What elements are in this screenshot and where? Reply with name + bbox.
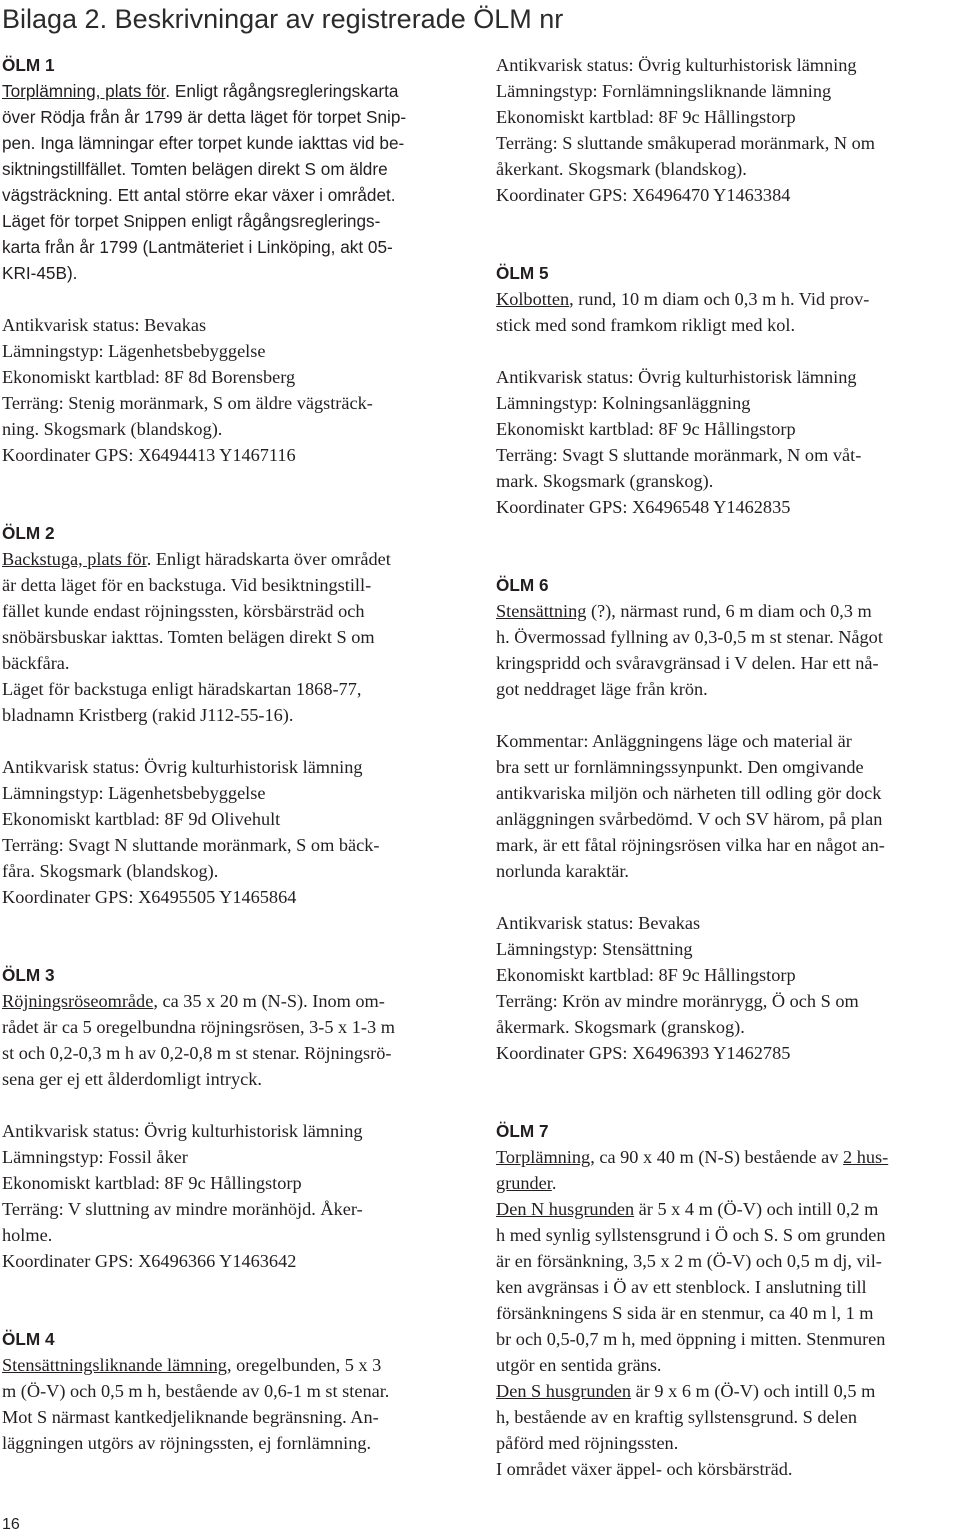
olm7-north-line: är en försänkning, 3,5 x 2 m (Ö-V) och 0,5 m dj, vil- xyxy=(496,1251,882,1271)
olm2-desc-line: Backstuga, plats för. Enligt häradskarta över området xyxy=(2,549,391,569)
olm1-desc-line: Läget för torpet Snippen enligt rågångsreglerings- xyxy=(2,211,381,231)
olm6-comment-line: mark, är ett fåtal röjningsrösen vilka har en något an- xyxy=(496,835,885,855)
olm4-status: Antikvarisk status: Övrig kulturhistorisk lämning xyxy=(496,55,857,75)
olm1-desc-line: Torplämning, plats för. Enligt rågångsregleringskarta xyxy=(2,81,399,101)
olm7-north-line: ken avgränsas i Ö av ett stenblock. I anslutning till xyxy=(496,1277,867,1297)
olm4-heading: ÖLM 4 xyxy=(2,1329,55,1349)
olm2-terrain: fåra. Skogsmark (blandskog). xyxy=(2,861,219,881)
olm6-desc-line: kringspridd och svåravgränsad i V delen. Har ett nå- xyxy=(496,653,879,673)
olm2-desc-line: bäckfåra. xyxy=(2,653,70,673)
page-number: 16 xyxy=(2,1516,20,1533)
olm7-south-line: I området växer äppel- och körsbärsträd. xyxy=(496,1459,793,1479)
olm7-housefoundations-link[interactable]: 2 hus- xyxy=(843,1147,889,1167)
olm7-heading: ÖLM 7 xyxy=(496,1121,549,1141)
olm6-desc-line: h. Övermossad fyllning av 0,3-0,5 m st stenar. Något xyxy=(496,627,883,647)
olm7-desc-line: grunder. xyxy=(496,1173,557,1193)
olm4-desc-line: läggningen utgörs av röjningssten, ej fornlämning. xyxy=(2,1433,372,1453)
olm3-status: Antikvarisk status: Övrig kulturhistorisk lämning xyxy=(2,1121,363,1141)
olm1-map-sheet: Ekonomiskt kartblad: 8F 8d Borensberg xyxy=(2,367,296,387)
left-column xyxy=(2,52,462,1456)
olm5-type-link[interactable]: Kolbotten xyxy=(496,289,570,309)
olm6-coordinates: Koordinater GPS: X6496393 Y1462785 xyxy=(496,1043,791,1063)
olm3-desc-line: Röjningsröseområde, ca 35 x 20 m (N-S). Inom om- xyxy=(2,991,385,1011)
olm1-status: Antikvarisk status: Bevakas xyxy=(2,315,207,335)
olm5-terrain: mark. Skogsmark (granskog). xyxy=(496,471,714,491)
olm6-terrain: åkermark. Skogsmark (granskog). xyxy=(496,1017,745,1037)
olm3-desc-line: st och 0,2-0,3 m h av 0,2-0,8 m st stenar. Röjningsrö- xyxy=(2,1043,392,1063)
olm4-desc-line: m (Ö-V) och 0,5 m h, bestående av 0,6-1 m st stenar. xyxy=(2,1381,390,1401)
olm6-comment-line: antikvariska miljön och närheten till odling gör dock xyxy=(496,783,882,803)
olm6-desc-line: got neddraget läge från krön. xyxy=(496,679,708,699)
olm3-desc-line: sena ger ej ett ålderdomligt intryck. xyxy=(2,1069,262,1089)
olm7-north-line: utgör en sentida gräns. xyxy=(496,1355,662,1375)
olm7-housefoundations-link-cont[interactable]: grunder xyxy=(496,1173,552,1193)
olm2-coordinates: Koordinater GPS: X6495505 Y1465864 xyxy=(2,887,297,907)
olm5-type: Lämningstyp: Kolningsanläggning xyxy=(496,393,751,413)
olm6-type-link[interactable]: Stensättning xyxy=(496,601,587,621)
olm2-status: Antikvarisk status: Övrig kulturhistorisk lämning xyxy=(2,757,363,777)
olm5-desc-line: Kolbotten, rund, 10 m diam och 0,3 m h. Vid prov- xyxy=(496,289,870,309)
olm1-heading: ÖLM 1 xyxy=(2,55,55,75)
olm1-type-link[interactable]: Torplämning, plats för xyxy=(2,81,166,101)
olm5-desc-line: stick med sond framkom rikligt med kol. xyxy=(496,315,796,335)
olm6-type: Lämningstyp: Stensättning xyxy=(496,939,693,959)
olm2-desc-line: Läget för backstuga enligt häradskartan 1868-77, xyxy=(2,679,362,699)
olm5-heading: ÖLM 5 xyxy=(496,263,549,283)
olm7-type-link[interactable]: Torplämning xyxy=(496,1147,591,1167)
olm1-desc-line: över Rödja från år 1799 är detta läget för torpet Snip- xyxy=(2,107,407,127)
olm5-terrain: Terräng: Svagt S sluttande moränmark, N om våt- xyxy=(496,445,862,465)
olm7-north-line: br och 0,5-0,7 m h, med öppning i mitten. Stenmuren xyxy=(496,1329,886,1349)
olm4-coordinates: Koordinater GPS: X6496470 Y1463384 xyxy=(496,185,791,205)
olm2-desc-line: fället kunde endast röjningssten, körsbärsträd och xyxy=(2,601,365,621)
olm7-desc-line: Torplämning, ca 90 x 40 m (N-S) bestående av 2 hus- xyxy=(496,1147,889,1167)
olm3-map-sheet: Ekonomiskt kartblad: 8F 9c Hållingstorp xyxy=(2,1173,302,1193)
olm4-desc-line: Mot S närmast kantkedjeliknande begränsning. An- xyxy=(2,1407,379,1427)
olm5-map-sheet: Ekonomiskt kartblad: 8F 9c Hållingstorp xyxy=(496,419,796,439)
olm2-type: Lämningstyp: Lägenhetsbebyggelse xyxy=(2,783,266,803)
olm1-desc-line: vägsträckning. Ett antal större ekar växer i området. xyxy=(2,185,396,205)
olm5-coordinates: Koordinater GPS: X6496548 Y1462835 xyxy=(496,497,791,517)
olm1-type: Lämningstyp: Lägenhetsbebyggelse xyxy=(2,341,266,361)
olm7-south-line: påförd med röjningssten. xyxy=(496,1433,679,1453)
right-column xyxy=(496,52,958,1482)
olm4-terrain: Terräng: S sluttande småkuperad moränmark, N om xyxy=(496,133,875,153)
olm2-desc-line: snöbärsbuskar iakttas. Tomten belägen direkt S om xyxy=(2,627,375,647)
olm3-type-link[interactable]: Röjningsröseområde xyxy=(2,991,154,1011)
olm2-type-link[interactable]: Backstuga, plats för xyxy=(2,549,147,569)
olm2-desc-line: bladnamn Kristberg (rakid J112-55-16). xyxy=(2,705,294,725)
olm4-map-sheet: Ekonomiskt kartblad: 8F 9c Hållingstorp xyxy=(496,107,796,127)
olm3-desc-line: rådet är ca 5 oregelbundna röjningsrösen, 3-5 x 1-3 m xyxy=(2,1017,395,1037)
olm7-south-line: Den S husgrunden är 9 x 6 m (Ö-V) och intill 0,5 m xyxy=(496,1381,876,1401)
olm4-desc-line: Stensättningsliknande lämning, oregelbunden, 5 x 3 xyxy=(2,1355,382,1375)
olm1-terrain: ning. Skogsmark (blandskog). xyxy=(2,419,223,439)
olm3-type: Lämningstyp: Fossil åker xyxy=(2,1147,188,1167)
olm7-north-line: h med synlig syllstensgrund i Ö och S. S om grunden xyxy=(496,1225,886,1245)
olm7-north-line: Den N husgrunden är 5 x 4 m (Ö-V) och intill 0,2 m xyxy=(496,1199,879,1219)
olm6-comment-line: Kommentar: Anläggningens läge och material är xyxy=(496,731,852,751)
olm1-desc-line: karta från år 1799 (Lantmäteriet i Linköping, akt 05- xyxy=(2,237,393,257)
olm4-type: Lämningstyp: Fornlämningsliknande lämning xyxy=(496,81,832,101)
olm6-heading: ÖLM 6 xyxy=(496,575,549,595)
olm6-comment-line: norlunda karaktär. xyxy=(496,861,629,881)
olm6-terrain: Terräng: Krön av mindre moränrygg, Ö och S om xyxy=(496,991,859,1011)
olm1-coordinates: Koordinater GPS: X6494413 Y1467116 xyxy=(2,445,296,465)
olm6-comment-line: bra sett ur fornlämningssynpunkt. Den omgivande xyxy=(496,757,864,777)
olm2-terrain: Terräng: Svagt N sluttande moränmark, S om bäck- xyxy=(2,835,380,855)
olm3-heading: ÖLM 3 xyxy=(2,965,55,985)
olm1-desc-line: siktningstillfället. Tomten belägen direkt S om äldre xyxy=(2,159,388,179)
olm6-status: Antikvarisk status: Bevakas xyxy=(496,913,701,933)
olm7-south-foundation-link[interactable]: Den S husgrunden xyxy=(496,1381,632,1401)
olm6-desc-line: Stensättning (?), närmast rund, 6 m diam och 0,3 m xyxy=(496,601,872,621)
olm7-north-foundation-link[interactable]: Den N husgrunden xyxy=(496,1199,635,1219)
olm7-south-line: h, bestående av en kraftig syllstensgrund. S delen xyxy=(496,1407,857,1427)
olm3-terrain: Terräng: V sluttning av mindre moränhöjd. Åker- xyxy=(2,1199,363,1219)
olm5-status: Antikvarisk status: Övrig kulturhistorisk lämning xyxy=(496,367,857,387)
olm3-coordinates: Koordinater GPS: X6496366 Y1463642 xyxy=(2,1251,297,1271)
olm1-desc-line: KRI-45B). xyxy=(2,263,78,283)
olm3-terrain: holme. xyxy=(2,1225,53,1245)
olm2-heading: ÖLM 2 xyxy=(2,523,55,543)
olm4-type-link[interactable]: Stensättningsliknande lämning xyxy=(2,1355,227,1375)
olm7-north-line: försänkningens S sida är en stenmur, ca 40 m l, 1 m xyxy=(496,1303,874,1323)
olm1-desc-line: pen. Inga lämningar efter torpet kunde iakttas vid be- xyxy=(2,133,405,153)
olm4-terrain: åkerkant. Skogsmark (blandskog). xyxy=(496,159,747,179)
olm6-comment-line: anläggningen svårbedömd. V och SV härom, på plan xyxy=(496,809,883,829)
olm2-map-sheet: Ekonomiskt kartblad: 8F 9d Olivehult xyxy=(2,809,281,829)
olm6-map-sheet: Ekonomiskt kartblad: 8F 9c Hållingstorp xyxy=(496,965,796,985)
olm1-terrain: Terräng: Stenig moränmark, S om äldre vägsträck- xyxy=(2,393,373,413)
olm2-desc-line: är detta läget för en backstuga. Vid besiktningstill- xyxy=(2,575,372,595)
page-title: Bilaga 2. Beskrivningar av registrerade ÖLM nr xyxy=(2,4,564,34)
